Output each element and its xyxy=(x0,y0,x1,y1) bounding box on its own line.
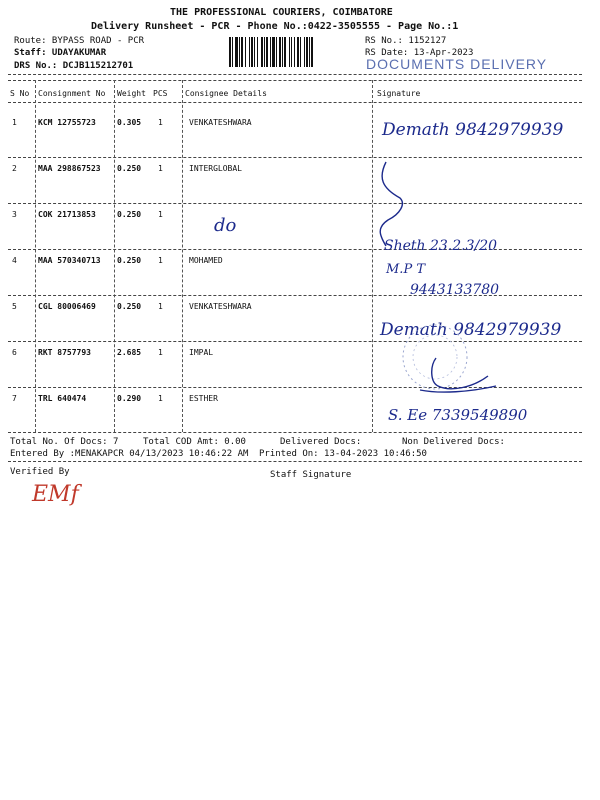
documents-delivery-stamp: DOCUMENTS DELIVERY xyxy=(366,56,548,72)
row5-consignee: VENKATESHWARA xyxy=(189,302,252,311)
barcode-bar xyxy=(291,37,292,67)
route-label: Route: BYPASS ROAD - PCR xyxy=(14,36,145,46)
col-divider-1 xyxy=(35,80,36,432)
row1-pcs: 1 xyxy=(158,118,163,127)
row6-pcs: 1 xyxy=(158,348,163,357)
row4-weight: 0.250 xyxy=(117,256,142,265)
staff-signature-label: Staff Signature xyxy=(270,470,352,480)
entered-by: Entered By :MENAKAPCR 04/13/2023 10:46:22 AM xyxy=(10,449,249,459)
row1-signature: Demath 9842979939 xyxy=(382,120,564,140)
row5-weight: 0.250 xyxy=(117,302,142,311)
barcode-bar xyxy=(272,37,275,67)
barcode-bar xyxy=(254,37,255,67)
barcode-bar xyxy=(257,37,258,67)
col-divider-4 xyxy=(372,80,373,432)
row3-sno: 3 xyxy=(12,210,17,219)
row2-consignee: INTERGLOBAL xyxy=(189,164,242,173)
barcode-bar xyxy=(232,37,233,67)
verified-by-label: Verified By xyxy=(10,467,70,477)
printed-on: Printed On: 13-04-2023 10:46:50 xyxy=(259,449,427,459)
row4-signature-c: 9443133780 xyxy=(410,282,500,298)
col-header-consignee: Consignee Details xyxy=(185,89,267,98)
row5-rule xyxy=(8,341,582,342)
row7-sno: 7 xyxy=(12,394,17,403)
delivered-docs: Delivered Docs: xyxy=(280,437,362,447)
row5-sno: 5 xyxy=(12,302,17,311)
col-divider-2 xyxy=(114,80,115,432)
barcode-bar xyxy=(282,37,283,67)
barcode-bar xyxy=(306,37,308,67)
header-bottom-rule xyxy=(8,102,582,103)
row4-signature-b: M.P T xyxy=(386,262,425,277)
row4-consignee: MOHAMED xyxy=(189,256,223,265)
row3-pcs: 1 xyxy=(158,210,163,219)
barcode-bar xyxy=(300,37,301,67)
row2-rule xyxy=(8,203,582,204)
row3-weight: 0.250 xyxy=(117,210,142,219)
barcode-bar xyxy=(294,37,295,67)
row7-pcs: 1 xyxy=(158,394,163,403)
barcode-bar xyxy=(266,37,268,67)
row6-sno: 6 xyxy=(12,348,17,357)
row4-signature-a: Sheth 23.2.3/20 xyxy=(384,238,498,254)
row1-rule xyxy=(8,157,582,158)
header-top-rule-2 xyxy=(8,80,582,81)
barcode-bar xyxy=(229,37,231,67)
row7-consignee: ESTHER xyxy=(189,394,218,403)
barcode-bar xyxy=(304,37,305,67)
header-top-rule xyxy=(8,74,582,75)
row6-consignee: IMPAL xyxy=(189,348,214,357)
rs-date: RS Date: 13-Apr-2023 xyxy=(365,48,474,58)
row1-consignee: VENKATESHWARA xyxy=(189,118,252,127)
barcode-bar xyxy=(251,37,253,67)
row1-consignment: KCM 12755723 xyxy=(38,118,96,127)
row7-signature: S. Ee 7339549890 xyxy=(388,406,528,424)
row2-weight: 0.250 xyxy=(117,164,142,173)
runsheet-subtitle: Delivery Runsheet - PCR - Phone No.:0422-3505555 - Page No.:1 xyxy=(91,21,459,32)
col-header-weight: Weight xyxy=(117,89,146,98)
barcode-bar xyxy=(284,37,286,67)
row4-pcs: 1 xyxy=(158,256,163,265)
barcode-bar xyxy=(239,37,240,67)
barcode-bar xyxy=(245,37,246,67)
row4-sno: 4 xyxy=(12,256,17,265)
row5-pcs: 1 xyxy=(158,302,163,311)
row2-consignment: MAA 298867523 xyxy=(38,164,101,173)
table-bottom-rule xyxy=(8,432,582,433)
row2-pcs: 1 xyxy=(158,164,163,173)
row2-sno: 2 xyxy=(12,164,17,173)
row6-weight: 2.685 xyxy=(117,348,142,357)
col-header-sno: S No xyxy=(10,89,30,98)
barcode xyxy=(228,37,354,67)
row1-weight: 0.305 xyxy=(117,118,142,127)
barcode-bar xyxy=(279,37,281,67)
rs-number: RS No.: 1152127 xyxy=(365,36,447,46)
row6-signature-scribble xyxy=(400,352,500,402)
barcode-bar xyxy=(264,37,265,67)
col-header-pcs: PCS xyxy=(153,89,168,98)
total-docs: Total No. Of Docs: 7 xyxy=(10,437,119,447)
barcode-bar xyxy=(309,37,310,67)
company-name: THE PROFESSIONAL COURIERS, COIMBATORE xyxy=(170,7,393,18)
verified-initials: EMf xyxy=(32,482,79,507)
row5-signature: Demath 9842979939 xyxy=(380,320,562,340)
barcode-bar xyxy=(261,37,263,67)
staff-label: Staff: UDAYAKUMAR xyxy=(14,48,107,58)
barcode-bar xyxy=(249,37,250,67)
row6-consignment: RKT 8757793 xyxy=(38,348,91,357)
barcode-bar xyxy=(270,37,271,67)
col-header-signature: Signature xyxy=(377,89,421,98)
drs-number: DRS No.: DCJB115212701 xyxy=(14,61,134,71)
row7-consignment: TRL 640474 xyxy=(38,394,87,403)
barcode-bar xyxy=(297,37,299,67)
total-cod-amount: Total COD Amt: 0.00 xyxy=(143,437,246,447)
barcode-bar xyxy=(276,37,277,67)
row3-consignment: COK 21713853 xyxy=(38,210,96,219)
non-delivered-docs: Non Delivered Docs: xyxy=(402,437,505,447)
col-header-consignment: Consignment No xyxy=(38,89,106,98)
barcode-bar xyxy=(289,37,290,67)
row7-weight: 0.290 xyxy=(117,394,142,403)
barcode-bar xyxy=(241,37,243,67)
row3-ditto-handwriting: do xyxy=(214,215,237,236)
row5-consignment: CGL 80006469 xyxy=(38,302,96,311)
barcode-bar xyxy=(311,37,313,67)
rows2-3-bracket-scribble xyxy=(370,158,430,248)
barcode-bar xyxy=(235,37,238,67)
col-divider-3 xyxy=(182,80,183,432)
footer-rule xyxy=(8,461,582,462)
row1-sno: 1 xyxy=(12,118,17,127)
row4-consignment: MAA 570340713 xyxy=(38,256,101,265)
